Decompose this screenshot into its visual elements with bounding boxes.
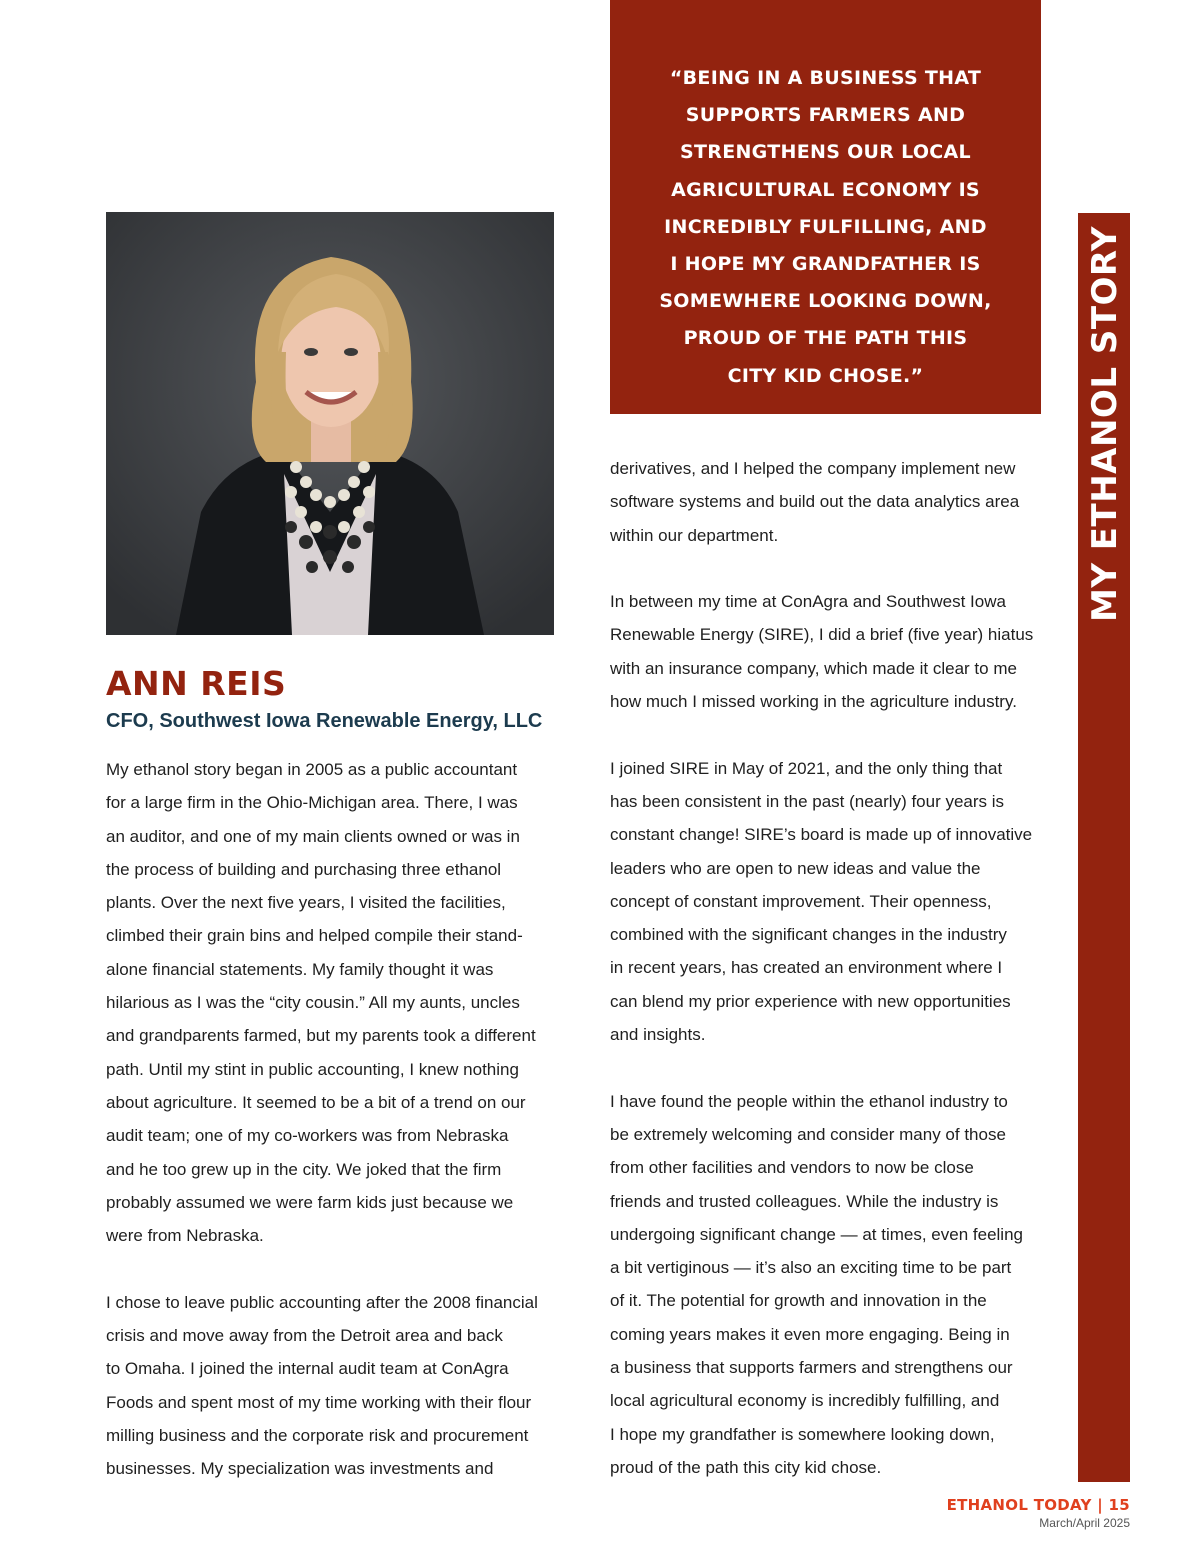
text-line: Foods and spent most of my time working with their flour <box>106 1392 532 1412</box>
person-role: CFO, Southwest Iowa Renewable Energy, LLC <box>106 710 543 732</box>
paragraph-gap <box>610 718 1050 751</box>
text-line: I joined SIRE in May of 2021, and the only thing that <box>610 758 1003 778</box>
issue-date: March/April 2025 <box>1039 1516 1130 1530</box>
text-line: friends and trusted colleagues. While the industry is <box>610 1191 999 1211</box>
text-line: about agriculture. It seemed to be a bit of a trend on our <box>106 1092 526 1112</box>
pull-quote-line: AGRICULTURAL ECONOMY IS <box>671 178 980 201</box>
text-line: businesses. My specialization was investments and <box>106 1459 494 1479</box>
text-line: be extremely welcoming and consider many of those <box>610 1124 1006 1144</box>
text-line: I hope my grandfather is somewhere looking down, <box>610 1424 995 1444</box>
portrait-photo <box>106 212 554 635</box>
text-line: coming years makes it even more engaging. Being in <box>610 1324 1010 1344</box>
text-line: audit team; one of my co-workers was from Nebraska <box>106 1126 509 1146</box>
text-line: of it. The potential for growth and innovation in the <box>610 1291 987 1311</box>
text-line: alone financial statements. My family thought it was <box>106 959 494 979</box>
text-line: from other facilities and vendors to now be close <box>610 1158 974 1178</box>
text-line: plants. Over the next five years, I visited the facilities, <box>106 893 506 913</box>
pull-quote-line: CITY KID CHOSE.” <box>727 364 924 387</box>
pull-quote <box>610 0 1041 414</box>
text-line: proud of the path this city kid chose. <box>610 1457 882 1477</box>
text-line: undergoing significant change — at times, even feeling <box>610 1224 1023 1244</box>
text-line: in recent years, has created an environment where I <box>610 958 1003 978</box>
text-line: within our department. <box>610 525 779 545</box>
text-line: an auditor, and one of my main clients owned or was in <box>106 826 520 846</box>
text-line: combined with the significant changes in the industry <box>610 925 1007 945</box>
text-line: concept of constant improvement. Their openness, <box>610 891 992 911</box>
text-line: software systems and build out the data analytics area <box>610 492 1020 512</box>
text-line: a bit vertiginous — it’s also an exciting time to be part <box>610 1258 1012 1278</box>
text-line: milling business and the corporate risk and procurement <box>106 1425 529 1445</box>
pull-quote-line: SUPPORTS FARMERS AND <box>685 104 966 127</box>
pull-quote-line: SOMEWHERE LOOKING DOWN, <box>659 290 992 313</box>
text-line: local agricultural economy is incredibly fulfilling, and <box>610 1391 1000 1411</box>
publication-folio: ETHANOL TODAY | 15 <box>946 1496 1130 1514</box>
pull-quote-line: “BEING IN A BUSINESS THAT <box>669 67 982 89</box>
text-line: has been consistent in the past (nearly) four years is <box>610 791 1005 811</box>
paragraph-gap <box>610 552 1050 585</box>
text-line: and grandparents farmed, but my parents took a different <box>106 1026 536 1046</box>
text-line: crisis and move away from the Detroit area and back <box>106 1326 503 1346</box>
text-line: and he too grew up in the city. We joked that the firm <box>106 1159 502 1179</box>
left-column-text <box>106 753 576 1486</box>
text-line: climbed their grain bins and helped compile their stand- <box>106 926 523 946</box>
text-line: for a large firm in the Ohio-Michigan area. There, I was <box>106 793 518 813</box>
text-line: hilarious as I was the “city cousin.” All my aunts, uncles <box>106 993 520 1013</box>
text-line: constant change! SIRE’s board is made up of innovative <box>610 825 1033 845</box>
text-line: a business that supports farmers and strengthens our <box>610 1358 1013 1378</box>
text-line: I have found the people within the ethanol industry to <box>610 1091 1008 1111</box>
pull-quote-line: I HOPE MY GRANDFATHER IS <box>670 253 981 276</box>
right-column-text <box>610 452 1050 1484</box>
text-line: probably assumed we were farm kids just because we <box>106 1192 514 1212</box>
paragraph-gap <box>610 1051 1050 1084</box>
text-line: path. Until my stint in public accounting, I knew nothing <box>106 1059 519 1079</box>
text-line: Renewable Energy (SIRE), I did a brief (five year) hiatus <box>610 625 1034 645</box>
portrait-illustration <box>106 212 554 635</box>
text-line: were from Nebraska. <box>106 1226 264 1246</box>
text-line: I chose to leave public accounting after the 2008 financial <box>106 1292 538 1312</box>
text-line: leaders who are open to new ideas and value the <box>610 858 981 878</box>
text-line: derivatives, and I helped the company implement new <box>610 459 1016 478</box>
text-line: In between my time at ConAgra and Southwest Iowa <box>610 592 1006 612</box>
section-title: MY ETHANOL STORY <box>1085 226 1125 622</box>
person-name: ANN REIS <box>106 664 287 703</box>
text-line: the process of building and purchasing three ethanol <box>106 859 502 879</box>
paragraph-gap <box>106 1252 576 1285</box>
pull-quote-line: INCREDIBLY FULFILLING, AND <box>664 215 987 238</box>
text-line: and insights. <box>610 1025 706 1045</box>
text-line: can blend my prior experience with new opportunities <box>610 991 1011 1011</box>
text-line: how much I missed working in the agriculture industry. <box>610 692 1017 712</box>
text-line: to Omaha. I joined the internal audit team at ConAgra <box>106 1359 509 1379</box>
text-line: My ethanol story began in 2005 as a public accountant <box>106 760 518 779</box>
pull-quote-line: STRENGTHENS OUR LOCAL <box>680 141 971 164</box>
pull-quote-line: PROUD OF THE PATH THIS <box>683 327 968 350</box>
text-line: with an insurance company, which made it clear to me <box>610 658 1017 678</box>
